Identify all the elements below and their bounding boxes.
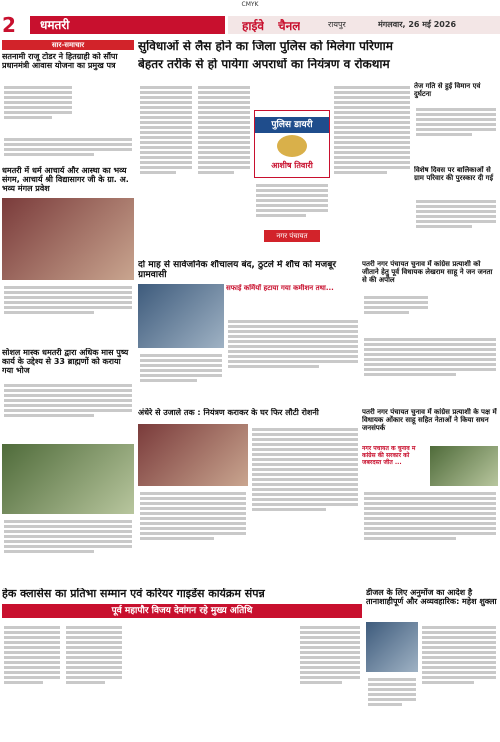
left-story3-headline: सोशल मास्क धमतरी द्वारा अधिक मास पुष्य कार्य के उद्देश्य से 33 ब्राह्मणों को कराया गया भोज (2, 348, 129, 376)
section-name: धमतरी (30, 16, 225, 34)
left-story1-text2 (2, 134, 134, 164)
story-d-headline: पतरी नगर पंचायत चुनाव में कांग्रेस प्रत्याशी के पक्ष में विधायक ओंकार साहू सहित नेताओं ने किया सघन जनसंपर्क (362, 408, 497, 433)
story-b-text1 (362, 292, 430, 332)
bottom-left-headline: हेक क्लासेस का प्रतिभा सम्मान एवं करियर गाइडेंस कार्यक्रम संपन्न (2, 588, 265, 600)
page-number: 2 (2, 13, 16, 37)
lead-col2 (196, 82, 252, 257)
lead-col5b (414, 196, 498, 258)
left-story1-photo (76, 82, 134, 132)
story-a-subhead: सफाई कर्मियों हटाया गया कमीशन तथा... (226, 284, 334, 292)
story-d-photo (430, 446, 498, 486)
story-b-headline: पतरी नगर पंचायत चुनाव में कांग्रेस प्रत्याशी को जीताने हेतु पूर्व विधायक लेखराम साहू ने जन जनता से की अपील (362, 260, 493, 285)
cmyk-label: CMYK (241, 1, 259, 8)
story-a-photo (138, 284, 224, 348)
left-story3-text (2, 380, 134, 440)
edition: रायपुर (328, 20, 346, 29)
lead-col5a (414, 104, 498, 164)
story-c-headline: अंधेरे से उजाले तक : नियंत्रण कराकर के घर फिर लौटी रोशनी (138, 408, 319, 417)
police-diary-logo (254, 110, 330, 178)
story-c-photo (138, 424, 248, 486)
lead-col4 (332, 82, 412, 257)
story-c-text2 (138, 488, 248, 584)
logo-subtitle: आशीष तिवारी (271, 161, 313, 170)
bottom-right-col2 (366, 674, 418, 738)
left-story2-text (2, 282, 134, 334)
lead-col1 (138, 82, 194, 257)
issue-date: मंगलवार, 26 मई 2026 (378, 20, 457, 29)
left-story2-photo (2, 198, 134, 280)
left-story3-photo (2, 444, 134, 514)
police-badge-icon (277, 135, 307, 157)
bottom-left-col1 (2, 622, 62, 738)
lead-headline-line1: सुविधाओं से लैस होने का जिला पुलिस को मिलेगा परिणाम (138, 40, 393, 53)
brand-left: हाईवे (242, 19, 265, 33)
story-d-text (362, 488, 498, 584)
lead-col3 (254, 180, 330, 257)
bottom-right-headline: डीजल के लिए अनुमोंज का आदेश है तानाशाहीपूर्ण और अव्यवहारिक: महेश शुक्ला (366, 588, 497, 607)
left-story1-text (2, 82, 74, 132)
bottom-right-photo (366, 622, 418, 672)
brand-right: चैनल (278, 19, 301, 33)
lead-subhead1: तेज गति से हुई विमान एवं दुर्घटना (414, 82, 481, 99)
story-b-photo (432, 292, 498, 332)
story-a-text (226, 316, 360, 406)
left-lower-text (2, 516, 134, 586)
logo-title: पुलिस डायरी (255, 117, 329, 133)
left-story1-headline: सतनामी राजू टोडर ने हितग्राही को सौंपा प्रधानमंत्री आवास योजना का प्रमुख पत्र (2, 52, 118, 71)
bottom-group-photo (126, 622, 296, 738)
story-c-text (250, 424, 360, 584)
story-d-subhead: नगर पंचायत के चुनाव में कांग्रेस की सरकार को जबरदस्त जीत ... (362, 446, 416, 466)
story-a-text2 (138, 350, 224, 406)
bottom-left-col3 (298, 622, 362, 738)
bottom-left-col2 (64, 622, 124, 738)
story-a-headline: दो माह से सार्वजनिक शौचालय बंद, ठुटले में शौच को मजबूर ग्रामवासी (138, 260, 337, 281)
bottom-right-col1 (420, 622, 498, 738)
section-title: सार-समाचार (2, 40, 134, 50)
nagar-panchayat-badge: नगर पंचायत (264, 230, 320, 242)
lead-headline-line2: बेहतर तरीके से हो पायेगा अपराधों का नियंत्रण व रोकथाम (138, 58, 390, 71)
left-story2-headline: धमतरी में धर्म आचार्य और आस्था का भव्य संगम, आचार्य श्री विद्यासागर जी के ग्रा. अ. भव्य मंगल प्रवेश (2, 166, 129, 194)
masthead (0, 12, 500, 38)
masthead-right (228, 16, 500, 34)
story-b-text2 (362, 334, 498, 406)
lead-subhead2: विशेष दिवस पर बालिकाओं से ग्राम परिवार की पुरस्कार दी गई (414, 166, 494, 183)
cmyk-strip (0, 0, 500, 10)
bottom-left-subbar: पूर्व महापौर विजय देवांगन रहे मुख्य अतिथि (2, 604, 362, 618)
